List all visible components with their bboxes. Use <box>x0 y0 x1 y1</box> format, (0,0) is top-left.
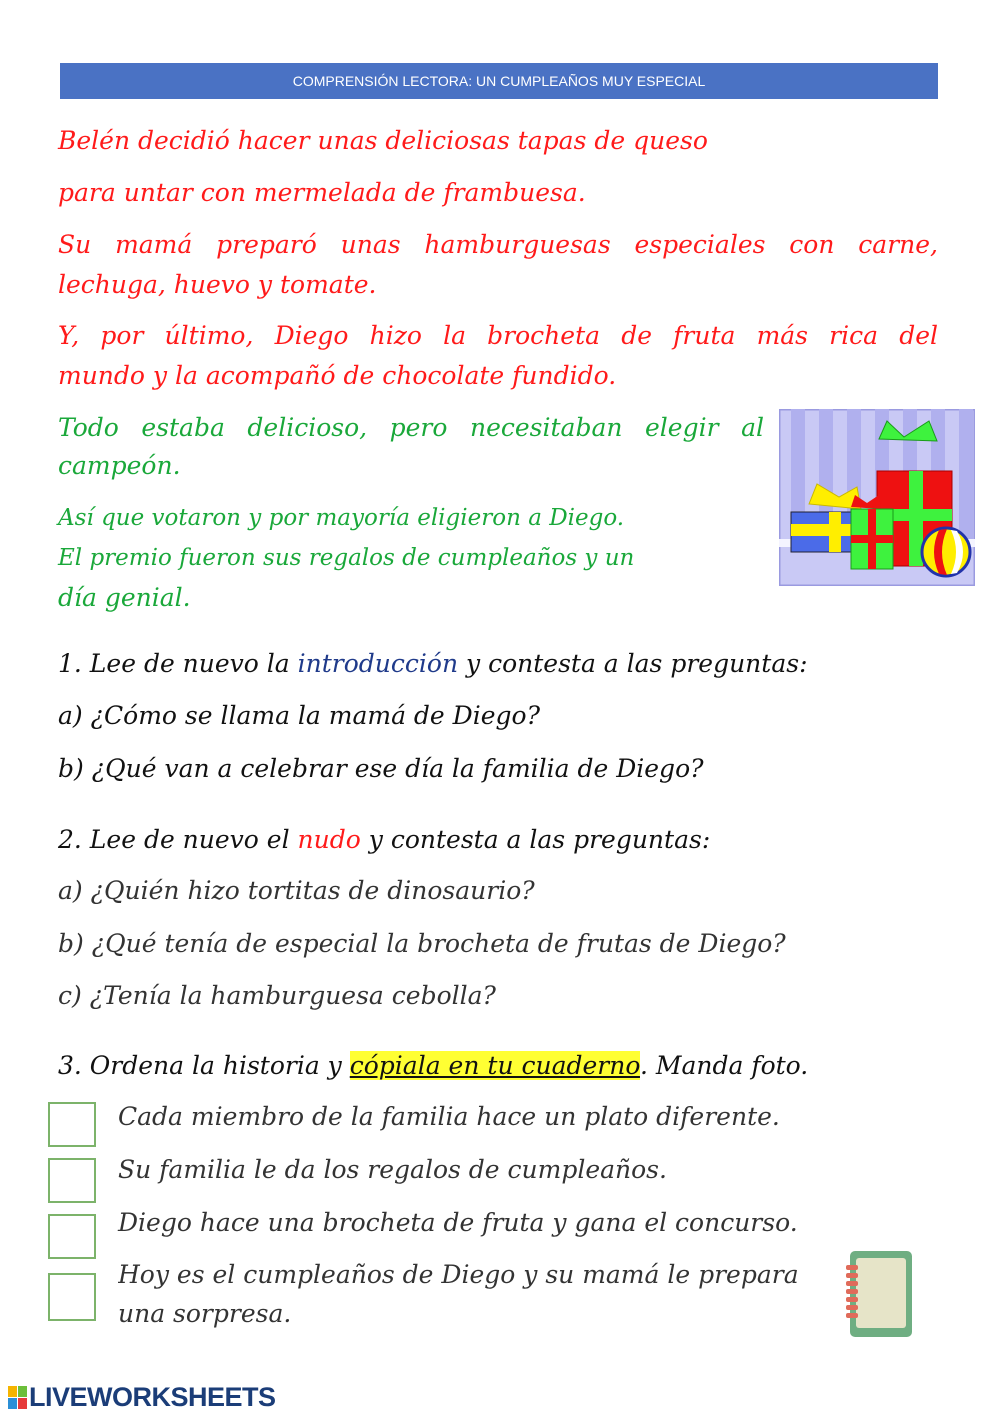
story-line: Y, por último, Diego hizo la brocheta de fruta más rica del <box>58 321 938 350</box>
question-2c: c) ¿Tenía la hamburguesa cebolla? <box>58 981 496 1010</box>
order-input-box[interactable] <box>48 1214 96 1259</box>
story-event: una sorpresa. <box>118 1299 292 1328</box>
story-line: para untar con mermelada de frambuesa. <box>58 178 586 207</box>
birthday-presents-image <box>779 409 975 586</box>
story-line: lechuga, huevo y tomate. <box>58 270 377 299</box>
story-line: Su mamá preparó unas hamburguesas especiales con carne, <box>58 230 938 259</box>
question-2b: b) ¿Qué tenía de especial la brocheta de frutas de Diego? <box>58 929 786 958</box>
story-line: día genial. <box>58 583 191 612</box>
story-line: Belén decidió hacer unas deliciosas tapas de queso <box>58 126 708 155</box>
liveworksheets-logo <box>8 1382 276 1413</box>
story-line: Así que votaron y por mayoría eligieron a Diego. <box>58 505 625 531</box>
worksheet-title: COMPRENSIÓN LECTORA: UN CUMPLEAÑOS MUY ESPECIAL <box>60 63 938 99</box>
question-2a: a) ¿Quién hizo tortitas de dinosaurio? <box>58 876 535 905</box>
order-input-box[interactable] <box>48 1158 96 1203</box>
story-event: Diego hace una brocheta de fruta y gana el concurso. <box>118 1208 798 1237</box>
story-event: Hoy es el cumpleaños de Diego y su mamá le prepara <box>118 1260 799 1289</box>
question-3-heading: 3. Ordena la historia y cópiala en tu cuaderno. Manda foto. <box>58 1051 809 1080</box>
question-2-heading: 2. Lee de nuevo el nudo y contesta a las preguntas: <box>58 825 711 854</box>
story-line: campeón. <box>58 451 181 480</box>
notebook-icon <box>844 1249 914 1339</box>
logo-mark <box>8 1386 27 1409</box>
story-event: Su familia le da los regalos de cumpleaños. <box>118 1155 667 1184</box>
story-line: El premio fueron sus regalos de cumpleaños y un <box>58 545 635 571</box>
order-input-box[interactable] <box>48 1273 96 1321</box>
question-1-heading: 1. Lee de nuevo la introducción y contesta a las preguntas: <box>58 649 808 678</box>
story-event: Cada miembro de la familia hace un plato diferente. <box>118 1102 780 1131</box>
question-1b: b) ¿Qué van a celebrar ese día la familia de Diego? <box>58 754 704 783</box>
story-line: mundo y la acompañó de chocolate fundido. <box>58 361 617 390</box>
question-1a: a) ¿Cómo se llama la mamá de Diego? <box>58 701 540 730</box>
story-line: Todo estaba delicioso, pero necesitaban elegir al <box>58 413 764 442</box>
order-input-box[interactable] <box>48 1102 96 1147</box>
logo-text: LIVEWORKSHEETS <box>29 1382 276 1412</box>
